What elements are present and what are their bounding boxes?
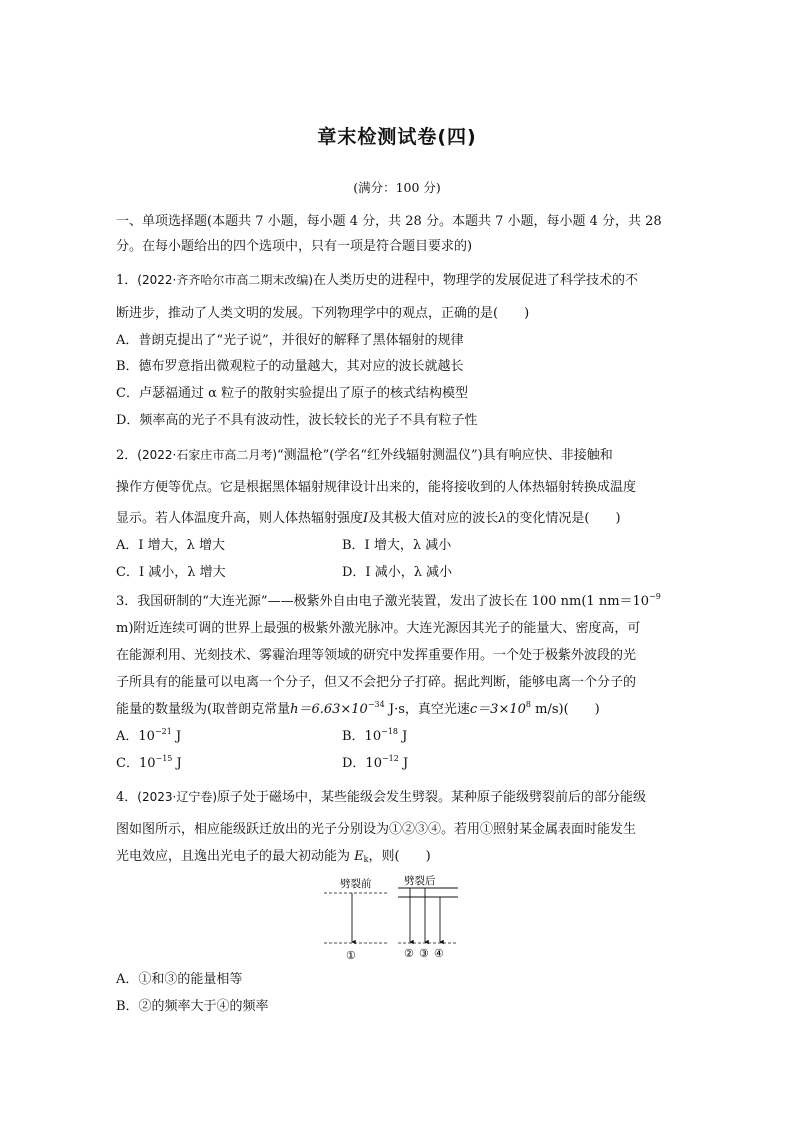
symbol-lambda: λ bbox=[498, 511, 507, 526]
q1-option-c: C．卢瑟福通过 α 粒子的散射实验提出了原子的核式结构模型 bbox=[116, 386, 468, 401]
speed-of-light: c＝3×10 bbox=[469, 702, 526, 717]
q1-source: (2022·齐齐哈尔市高二期末改编) bbox=[137, 273, 313, 287]
q3-option-d: D．$10^{-12}$ J bbox=[342, 754, 409, 771]
q2-option-b: B．I 增大，λ 减小 bbox=[342, 538, 452, 553]
q3-option-c: C．$10^{-15}$ J bbox=[116, 754, 182, 771]
energy-level-diagram bbox=[318, 872, 468, 964]
section-header-line-2: 分。在每小题给出的四个选项中，只有一项是符合题目要求的) bbox=[116, 239, 473, 254]
q4-stem-line-2: 图如图所示，相应能级跃迁放出的光子分别设为①②③④。若用①照射某金属表面时能发生 bbox=[116, 822, 637, 837]
q4-number: 4． bbox=[116, 790, 138, 805]
q4-option-a: A．①和③的能量相等 bbox=[116, 972, 243, 987]
q3-stem-text-5b: J·s，真空光速 bbox=[384, 702, 470, 717]
q2-options-row-2 bbox=[116, 564, 676, 582]
label-after-split: 劈裂后 bbox=[404, 875, 436, 887]
section-header-line-1: 一、单项选择题(本题共 7 小题，每小题 4 分，共 28 分。本题共 7 小题，每小题 4 分，共 28 bbox=[116, 214, 662, 229]
q2-stem-text-3b: 及其极大值对应的波长 bbox=[368, 511, 499, 526]
symbol-ek: E bbox=[354, 849, 364, 864]
q4-stem-text-3b: ，则( ) bbox=[368, 849, 431, 864]
full-score: (满分：100 分) bbox=[353, 180, 441, 195]
q2-source: (2022·石家庄市高二月考) bbox=[137, 448, 277, 462]
q1-number: 1． bbox=[116, 273, 138, 288]
q3-stem-line-4: 子所具有的能量可以电离一个分子，但又不会把分子打碎。据此判断，能够电离一个分子的 bbox=[116, 675, 637, 690]
symbol-ek-subscript: k bbox=[363, 855, 369, 864]
q1-stem-line-1 bbox=[116, 271, 638, 290]
page-title: 章末检测试卷(四) bbox=[317, 126, 477, 148]
q4-stem-text: 原子处于磁场中，某些能级会发生劈裂。某种原子能级劈裂前后的部分能级 bbox=[217, 790, 647, 805]
planck-exponent: −34 bbox=[367, 700, 385, 709]
q1-option-b: B．德布罗意指出微观粒子的动量越大，其对应的波长就越长 bbox=[116, 359, 464, 374]
q2-stem-line-1 bbox=[116, 446, 613, 465]
q4-stem-line-3 bbox=[116, 848, 431, 866]
q3-stem-text-5c: m/s)( ) bbox=[530, 702, 600, 717]
label-photon-3: ③ bbox=[419, 947, 429, 960]
q3-options-row-1 bbox=[116, 728, 676, 746]
q3-stem-line-2: m)附近连续可调的世界上最强的极紫外激光脉冲。大连光源因其光子的能量大、密度高，可 bbox=[116, 621, 641, 636]
q2-stem-line-2: 操作方便等优点。它是根据黑体辐射规律设计出来的，能将接收到的人体热辐射转换成温度 bbox=[116, 480, 637, 495]
q2-stem-text-3a: 显示。若人体温度升高，则人体热辐射强度 bbox=[116, 511, 364, 526]
q2-option-a: A．I 增大，λ 增大 bbox=[116, 538, 226, 553]
q3-option-a: A．$10^{-21}$ J bbox=[116, 727, 182, 744]
q1-stem-text: 在人类历史的进程中，物理学的发展促进了科学技术的不 bbox=[313, 273, 639, 288]
q3-stem-line-3: 在能源利用、光刻技术、雾霾治理等领域的研究中发挥重要作用。一个处于极紫外波段的光 bbox=[116, 648, 637, 663]
q3-exponent-nm: −9 bbox=[649, 592, 661, 601]
q3-stem-text-5a: 能量的数量级为(取普朗克常量 bbox=[116, 702, 291, 717]
q3-options-row-2 bbox=[116, 755, 676, 773]
q2-option-c: C．I 减小，λ 增大 bbox=[116, 565, 226, 580]
label-photon-2: ② bbox=[404, 947, 414, 960]
q4-source: (2023·辽宁卷) bbox=[137, 790, 217, 804]
q4-stem-text-3a: 光电效应，且逸出光电子的最大初动能为 bbox=[116, 849, 355, 864]
q1-option-a: A．普朗克提出了“光子说”，并很好的解释了黑体辐射的规律 bbox=[116, 333, 464, 348]
q2-stem-text-3c: 的变化情况是( ) bbox=[506, 511, 621, 526]
symbol-i: I bbox=[363, 511, 369, 526]
planck-constant: h＝6.63×10 bbox=[290, 702, 368, 717]
label-photon-4: ④ bbox=[434, 947, 444, 960]
label-before-split: 劈裂前 bbox=[340, 878, 372, 890]
q3-stem-line-1 bbox=[116, 593, 661, 611]
q2-stem-text: “测温枪”(学名“红外线辐射测温仪”)具有响应快、非接触和 bbox=[277, 448, 613, 463]
q4-stem-line-1 bbox=[116, 788, 646, 807]
q3-stem-line-5 bbox=[116, 701, 600, 719]
q1-option-d: D．频率高的光子不具有波动性，波长较长的光子不具有粒子性 bbox=[116, 413, 478, 428]
q2-options-row-1 bbox=[116, 537, 676, 555]
q2-option-d: D．I 减小，λ 减小 bbox=[342, 565, 453, 580]
q2-number: 2． bbox=[116, 448, 138, 463]
light-speed-exponent: 8 bbox=[525, 700, 531, 709]
q2-stem-line-3 bbox=[116, 510, 621, 528]
q1-stem-line-2: 断进步，推动了人类文明的发展。下列物理学中的观点，正确的是( ) bbox=[116, 306, 530, 321]
q3-stem-text-1: 3．我国研制的“大连光源”——极紫外自由电子激光装置，发出了波长在 100 nm(1 nm＝10 bbox=[116, 594, 650, 609]
q3-option-b: B．$10^{-18}$ J bbox=[342, 727, 408, 744]
label-photon-1: ① bbox=[346, 949, 356, 962]
q4-option-b: B．②的频率大于④的频率 bbox=[116, 999, 269, 1014]
